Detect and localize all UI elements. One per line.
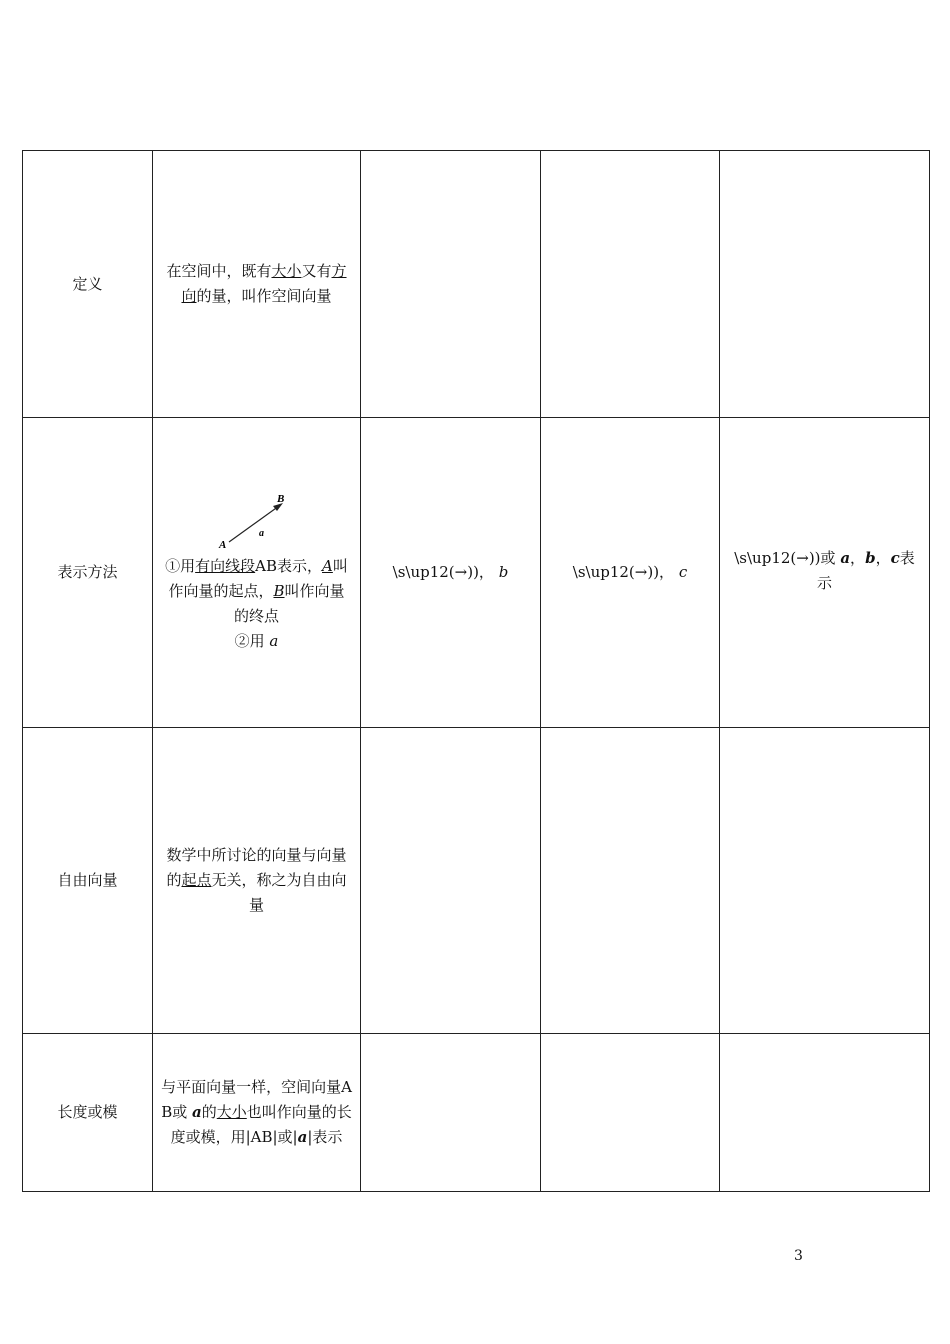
empty-cell: [541, 728, 720, 1034]
notation-abc-cell: \s\up12(→))或 a，b，c表示: [720, 418, 930, 728]
empty-cell: [361, 728, 541, 1034]
empty-cell: [541, 151, 720, 418]
table-row-representation: [23, 418, 930, 728]
free-vector-text: 数学中所讨论的向量与向量的起点无关，称之为自由向量: [153, 728, 361, 1034]
row-label: 表示方法: [23, 418, 153, 728]
empty-cell: [720, 1034, 930, 1192]
empty-cell: [361, 1034, 541, 1192]
notation-b-cell: \s\up12(→))， b: [361, 418, 541, 728]
length-text: 与平面向量一样，空间向量AB或 a的大小也叫作向量的长度或模，用|AB|或|a|表示: [153, 1034, 361, 1192]
underlined-term: 起点: [181, 871, 212, 889]
row-label: 自由向量: [23, 728, 153, 1034]
empty-cell: [361, 151, 541, 418]
underlined-term: 方向: [181, 262, 347, 305]
underlined-term: B: [273, 581, 285, 600]
table-row-length: [23, 1034, 930, 1192]
point-b-label: B: [276, 492, 284, 505]
empty-cell: [720, 728, 930, 1034]
underlined-term: 大小: [271, 262, 302, 280]
table-row-definition: [23, 151, 930, 418]
notation-c-cell: \s\up12(→))， c: [541, 418, 720, 728]
underlined-term: A: [322, 556, 333, 575]
page-number: 3: [794, 1248, 803, 1264]
empty-cell: [541, 1034, 720, 1192]
table-row-free-vector: [23, 728, 930, 1034]
underlined-term: 大小: [216, 1103, 247, 1121]
point-a-label: A: [218, 538, 226, 551]
vector-a-label: a: [258, 527, 264, 539]
vector-arrow-figure: [217, 492, 297, 552]
empty-cell: [720, 151, 930, 418]
definition-text: 在空间中，既有大小又有方向的量，叫作空间向量: [153, 151, 361, 418]
row-label: 定义: [23, 151, 153, 418]
representation-text: A B a ①用有向线段AB表示，A叫作向量的起点，B叫作向量的终点 ②用 a: [153, 418, 361, 728]
underlined-term: 有向线段: [195, 556, 256, 575]
row-label: 长度或模: [23, 1034, 153, 1192]
vector-concept-table: [22, 150, 930, 1192]
